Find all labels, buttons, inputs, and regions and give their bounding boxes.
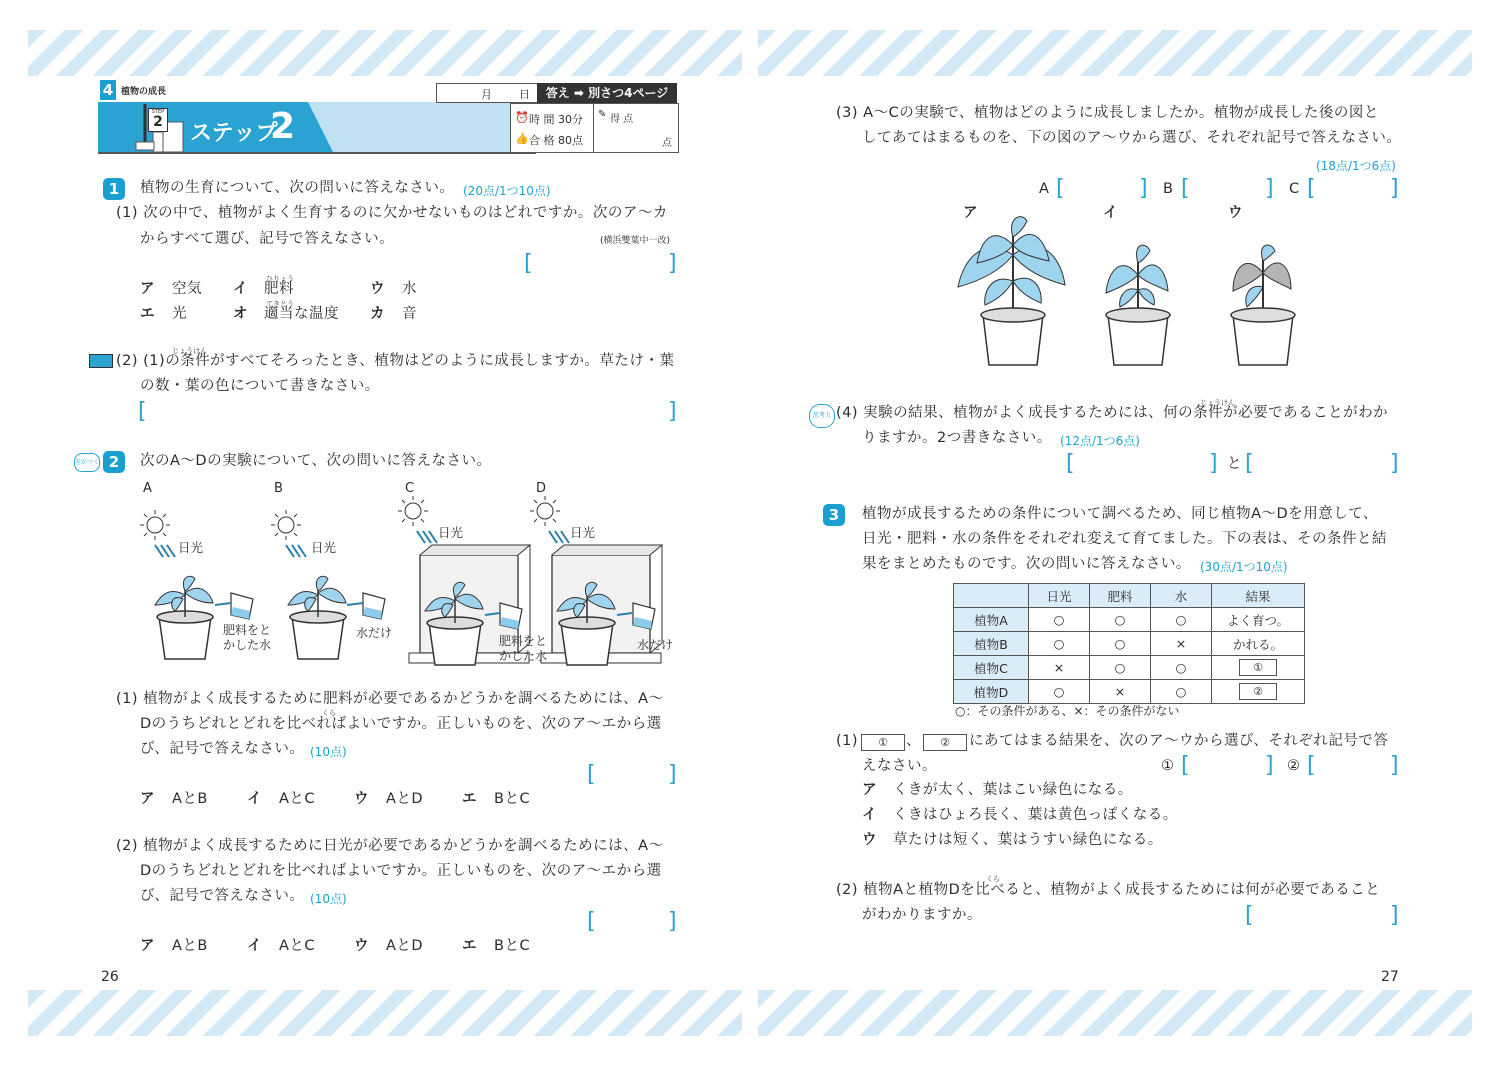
table-cell: かれる。 <box>1212 632 1305 656</box>
growth-figures <box>955 215 1315 375</box>
q3-1-sep: 、 <box>906 733 921 749</box>
q2-3-line1: (3) A～Cの実験で、植物はどのように成長しましたか。植物が成長した後の図と <box>836 105 1379 121</box>
q2-text: 次のA～Dの実験について、次の問いに答えなさい。 <box>140 453 492 469</box>
ruby-hiryou: ひりょう <box>266 275 294 283</box>
q2-4-line2: りますか。2つ書きなさい。 <box>862 430 1052 446</box>
answer-bracket-left[interactable]: [ <box>524 251 533 276</box>
table-cell: ○ <box>1151 656 1212 680</box>
abc-label: A <box>1039 181 1050 197</box>
ruby-kura: くら <box>986 875 1000 883</box>
choice-key: ア <box>862 782 877 798</box>
abc-label: B <box>1163 181 1174 197</box>
top-stripe-left <box>28 30 742 76</box>
choice-value: 適当な温度 <box>264 306 339 322</box>
exp-letter: B <box>274 481 284 496</box>
table-cell: × <box>1090 680 1151 704</box>
step-banner <box>98 102 536 154</box>
choice-value: 肥料 <box>264 281 294 297</box>
page-number-right: 27 <box>1381 969 1399 985</box>
exp-letter: D <box>536 481 547 496</box>
q1-2-line2: の数・葉の色について書きなさい。 <box>140 378 380 394</box>
choice-key: ウ <box>370 281 385 297</box>
choice-key: ウ <box>862 832 877 848</box>
sunlight-label: 日光 <box>311 540 337 555</box>
table-row <box>954 608 1305 632</box>
ruby-tekitou: てきとう <box>266 300 294 308</box>
top-stripe-right <box>758 30 1472 76</box>
q2-4-line1: (4) 実験の結果、植物がよく成長するためには、何の条件が必要であることがわか <box>836 405 1389 421</box>
q3-line3: 果をまとめたものです。次の問いに答えなさい。 <box>862 556 1191 572</box>
q2-1-points: (10点) <box>310 745 347 759</box>
table-header-row <box>954 584 1305 608</box>
page-number-left: 26 <box>101 969 119 985</box>
date-box: 月 日 <box>436 83 538 103</box>
table-cell: 植物D <box>954 680 1029 704</box>
inline-box-1: ① <box>861 734 905 751</box>
q3-line1: 植物が成長するための条件について調べるため、同じ植物A～Dを用意して、 <box>862 506 1378 522</box>
table-legend: ○：その条件がある、×：その条件がない <box>955 704 1180 718</box>
answer-bracket-right[interactable]: ] <box>1209 451 1218 476</box>
answer-bracket-left[interactable]: [ <box>587 909 596 934</box>
answer-bracket-right[interactable]: ] <box>1265 753 1274 778</box>
unit-number: 4 <box>100 80 116 100</box>
choice-key: エ <box>462 938 477 954</box>
sunlight-label: 日光 <box>570 525 596 540</box>
step-label: ステップ <box>190 121 278 146</box>
choice-value: BとC <box>494 938 531 954</box>
q1-source: (横浜雙葉中一改) <box>600 236 671 246</box>
q3-line2: 日光・肥料・水の条件をそれぞれ変えて育てました。下の表は、その条件と結 <box>862 531 1387 547</box>
choice-key: ウ <box>354 791 369 807</box>
choice-key: エ <box>140 306 155 322</box>
table-header <box>954 584 1029 608</box>
table-header: 肥料 <box>1090 584 1151 608</box>
figure-label: ア <box>963 205 978 221</box>
table-header: 水 <box>1151 584 1212 608</box>
choice-value: 空気 <box>172 281 202 297</box>
exp-label: 水だけ <box>356 626 393 640</box>
exp-letter: A <box>143 481 153 496</box>
choice-key: イ <box>247 938 262 954</box>
answer-bracket-left[interactable]: [ <box>1245 903 1254 928</box>
q1-1-line1: (1) 次の中で、植物がよく生育するのに欠かせないものはどれですか。次のア～カ <box>116 205 668 221</box>
results-table <box>953 583 1305 704</box>
q2-1-line2: Dのうちどれとどれを比べればよいですか。正しいものを、次のア～エから選 <box>140 716 662 732</box>
choice-value: 水 <box>402 281 417 297</box>
table-cell: ○ <box>1029 680 1090 704</box>
question-2-number: 2 <box>103 451 125 473</box>
table-row <box>954 656 1305 680</box>
choice-key: イ <box>247 791 262 807</box>
answer-bracket-right[interactable]: ] <box>668 251 677 276</box>
table-header: 結果 <box>1212 584 1305 608</box>
time-pass-box: ⏰ 時 間 30分 👍 合 格 80点 <box>510 103 594 153</box>
thinking-badge: 思考力 <box>809 404 835 428</box>
q2-4-points: (12点/1つ6点) <box>1060 434 1140 448</box>
table-row <box>954 632 1305 656</box>
question-1-number: 1 <box>103 178 125 200</box>
q2-1-line3: び、記号で答えなさい。 <box>140 741 305 757</box>
table-cell: 植物B <box>954 632 1029 656</box>
choice-value: 草たけは短く、葉はうすい緑色になる。 <box>893 832 1163 848</box>
bottom-stripe-left <box>28 990 742 1036</box>
q2-1-line1: (1) 植物がよく成長するために肥料が必要であるかどうかを調べるためには、A～ <box>116 691 664 707</box>
ruby-jouken: じょうけん <box>1200 399 1235 407</box>
answer-bracket-left[interactable]: [ <box>1056 176 1065 201</box>
q2-3-points: (18点/1つ6点) <box>1316 159 1396 173</box>
step-flag: STEP 2 <box>148 108 168 132</box>
choice-value: AとD <box>386 791 424 807</box>
choice-key: ア <box>140 791 155 807</box>
exp-label: 水だけ <box>637 638 674 652</box>
inline-box-2: ② <box>923 734 967 751</box>
answer-bracket-right[interactable]: ] <box>1265 176 1274 201</box>
choice-key: イ <box>233 281 248 297</box>
q2-3-line2: してあてはまるものを、下の図のア～ウから選び、それぞれ記号で答えなさい。 <box>862 130 1402 146</box>
q2-2-line3: び、記号で答えなさい。 <box>140 888 305 904</box>
q2-2-points: (10点) <box>310 892 347 906</box>
choice-key: イ <box>862 807 877 823</box>
ruby-jouken: じょうけん <box>172 347 207 355</box>
blank-box-1: ① <box>1239 659 1277 676</box>
answer-bracket-right[interactable]: ] <box>1390 451 1399 476</box>
exp-label: 肥料をと かした水 <box>499 634 548 663</box>
answer-ref: 答え ➡ 別さつ4ページ <box>537 83 677 103</box>
table-cell: ○ <box>1090 608 1151 632</box>
choice-value: AとC <box>279 938 316 954</box>
step-big-number: 2 <box>270 106 296 147</box>
answer-bracket-right[interactable]: ] <box>668 909 677 934</box>
q3-points: (30点/1つ10点) <box>1200 560 1288 574</box>
q3-1-line1: にあてはまる結果を、次のア～ウから選び、それぞれ記号で答 <box>969 733 1389 749</box>
table-cell: × <box>1029 656 1090 680</box>
answer-bracket-left[interactable]: [ <box>1066 451 1075 476</box>
q2-2-line1: (2) 植物がよく成長するために日光が必要であるかどうかを調べるためには、A～ <box>116 838 664 854</box>
q3-2-line1: (2) 植物Aと植物Dを比べると、植物がよく成長するためには何が必要であること <box>836 882 1381 898</box>
sagatsuku-badge: 差がつく <box>74 453 100 472</box>
answer-bracket-left[interactable]: [ <box>587 762 596 787</box>
sunlight-label: 日光 <box>178 540 204 555</box>
q3-1-line2: えなさい。 <box>862 758 937 774</box>
exp-label: 肥料をと かした水 <box>223 623 272 652</box>
answer-mark: ② <box>1287 758 1301 774</box>
choice-value: くきはひょろ長く、葉は黄色っぽくなる。 <box>893 807 1178 823</box>
table-cell: 植物A <box>954 608 1029 632</box>
choice-key: エ <box>462 791 477 807</box>
choice-value: AとD <box>386 938 424 954</box>
question-3-number: 3 <box>823 504 845 526</box>
answer-bracket-right[interactable]: ] <box>1390 753 1399 778</box>
answer-bracket-right[interactable]: ] <box>1390 176 1399 201</box>
choice-key: ア <box>140 938 155 954</box>
table-row <box>954 680 1305 704</box>
ruby-kura: くら <box>322 709 336 717</box>
choice-value: くきが太く、葉はこい緑色になる。 <box>893 782 1133 798</box>
table-cell: × <box>1151 632 1212 656</box>
figure-label: イ <box>1103 205 1118 221</box>
q3-2-line2: がわかりますか。 <box>862 907 982 923</box>
answer-bracket-left[interactable]: [ <box>138 399 147 424</box>
table-cell: 植物C <box>954 656 1029 680</box>
answer-bracket-left[interactable]: [ <box>1181 753 1190 778</box>
q1-1-line2: からすべて選び、記号で答えなさい。 <box>140 231 395 247</box>
table-cell: ○ <box>1090 656 1151 680</box>
blank-box-2: ② <box>1239 683 1277 700</box>
bottom-stripe-right <box>758 990 1472 1036</box>
table-cell <box>1212 656 1305 680</box>
table-cell: ○ <box>1151 680 1212 704</box>
choice-value: AとB <box>172 791 208 807</box>
sunlight-label: 日光 <box>438 525 464 540</box>
unit-title: 植物の成長 <box>121 87 167 97</box>
table-cell: ○ <box>1029 608 1090 632</box>
answer-bracket-right[interactable]: ] <box>668 399 677 424</box>
choice-value: BとC <box>494 791 531 807</box>
table-cell: ○ <box>1090 632 1151 656</box>
answer-bracket-left[interactable]: [ <box>1307 176 1316 201</box>
figure-label: ウ <box>1228 205 1243 221</box>
choice-value: AとB <box>172 938 208 954</box>
answer-bracket-right[interactable]: ] <box>1390 903 1399 928</box>
clock-icon: ⏰ <box>515 111 529 124</box>
experiment-illustrations <box>135 495 685 670</box>
and-text: と <box>1227 456 1242 472</box>
q1-text: 植物の生育について、次の問いに答えなさい。 <box>140 180 455 196</box>
write-icon <box>89 354 113 368</box>
q2-2-line2: Dのうちどれとどれを比べればよいですか。正しいものを、次のア～エから選 <box>140 863 662 879</box>
answer-bracket-right[interactable]: ] <box>668 762 677 787</box>
exp-letter: C <box>405 481 415 496</box>
answer-mark: ① <box>1161 758 1175 774</box>
pencil-icon: ✎ <box>598 109 607 120</box>
table-cell: よく育つ。 <box>1212 608 1305 632</box>
choice-key: ア <box>140 281 155 297</box>
thumb-icon: 👍 <box>515 132 529 145</box>
choice-key: カ <box>370 306 385 322</box>
score-box: ✎ 得 点 点 <box>593 103 679 153</box>
answer-bracket-left[interactable]: [ <box>1181 176 1190 201</box>
table-cell <box>1212 680 1305 704</box>
table-cell: ○ <box>1029 632 1090 656</box>
choice-key: ウ <box>354 938 369 954</box>
answer-bracket-right[interactable]: ] <box>1139 176 1148 201</box>
q1-points: (20点/1つ10点) <box>463 184 551 198</box>
q3-1-prefix: (1) <box>836 733 859 749</box>
choice-key: オ <box>233 306 248 322</box>
q1-2-line1: (2) (1)の条件がすべてそろったとき、植物はどのように成長しますか。草たけ・葉 <box>116 353 675 369</box>
answer-bracket-left[interactable]: [ <box>1245 451 1254 476</box>
choice-value: AとC <box>279 791 316 807</box>
table-header: 日光 <box>1029 584 1090 608</box>
choice-value: 光 <box>172 306 187 322</box>
abc-label: C <box>1289 181 1300 197</box>
answer-bracket-left[interactable]: [ <box>1307 753 1316 778</box>
table-cell: ○ <box>1151 608 1212 632</box>
choice-value: 音 <box>402 306 417 322</box>
